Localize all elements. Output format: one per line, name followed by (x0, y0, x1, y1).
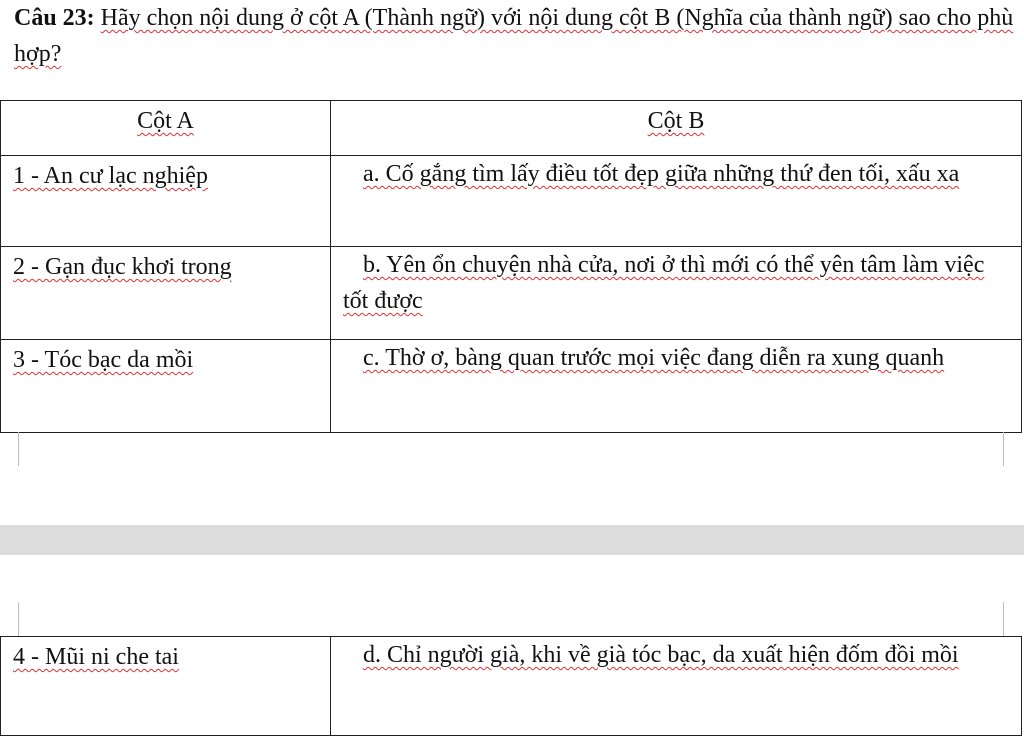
table-row (1, 340, 1022, 433)
table-row (1, 247, 1022, 340)
question-text (14, 0, 1014, 72)
question-number: Câu 23: (14, 5, 95, 31)
matching-table-continued (0, 636, 1022, 736)
meaning-cell: d. Chỉ người già, khi về già tóc bạc, da xuất hiện đốm đồi mồi (331, 637, 1022, 736)
matching-table (0, 100, 1022, 433)
header-col-b: Cột B (331, 101, 1022, 156)
page-margin-marker (1003, 432, 1004, 466)
idiom-cell: 1 - An cư lạc nghiệp (1, 156, 331, 247)
header-col-a: Cột A (1, 101, 331, 156)
page-margin-marker (18, 432, 19, 466)
meaning-cell: b. Yên ổn chuyện nhà cửa, nơi ở thì mới có thể yên tâm làm việc tốt được (331, 247, 1022, 340)
table-row (1, 637, 1022, 736)
idiom-cell: 2 - Gạn đục khơi trong (1, 247, 331, 340)
meaning-cell: a. Cố gắng tìm lấy điều tốt đẹp giữa những thứ đen tối, xấu xa (331, 156, 1022, 247)
page-margin-marker (1003, 602, 1004, 636)
idiom-cell: 4 - Mũi ni che tai (1, 637, 331, 736)
page-break-gap (0, 525, 1024, 555)
page-margin-marker (18, 602, 19, 636)
idiom-cell: 3 - Tóc bạc da mồi (1, 340, 331, 433)
table-header-row (1, 101, 1022, 156)
meaning-cell: c. Thờ ơ, bàng quan trước mọi việc đang diễn ra xung quanh (331, 340, 1022, 433)
table-row (1, 156, 1022, 247)
question-body: Hãy chọn nội dung ở cột A (Thành ngữ) với nội dung cột B (Nghĩa của thành ngữ) sao cho phù hợp? (14, 5, 1014, 67)
